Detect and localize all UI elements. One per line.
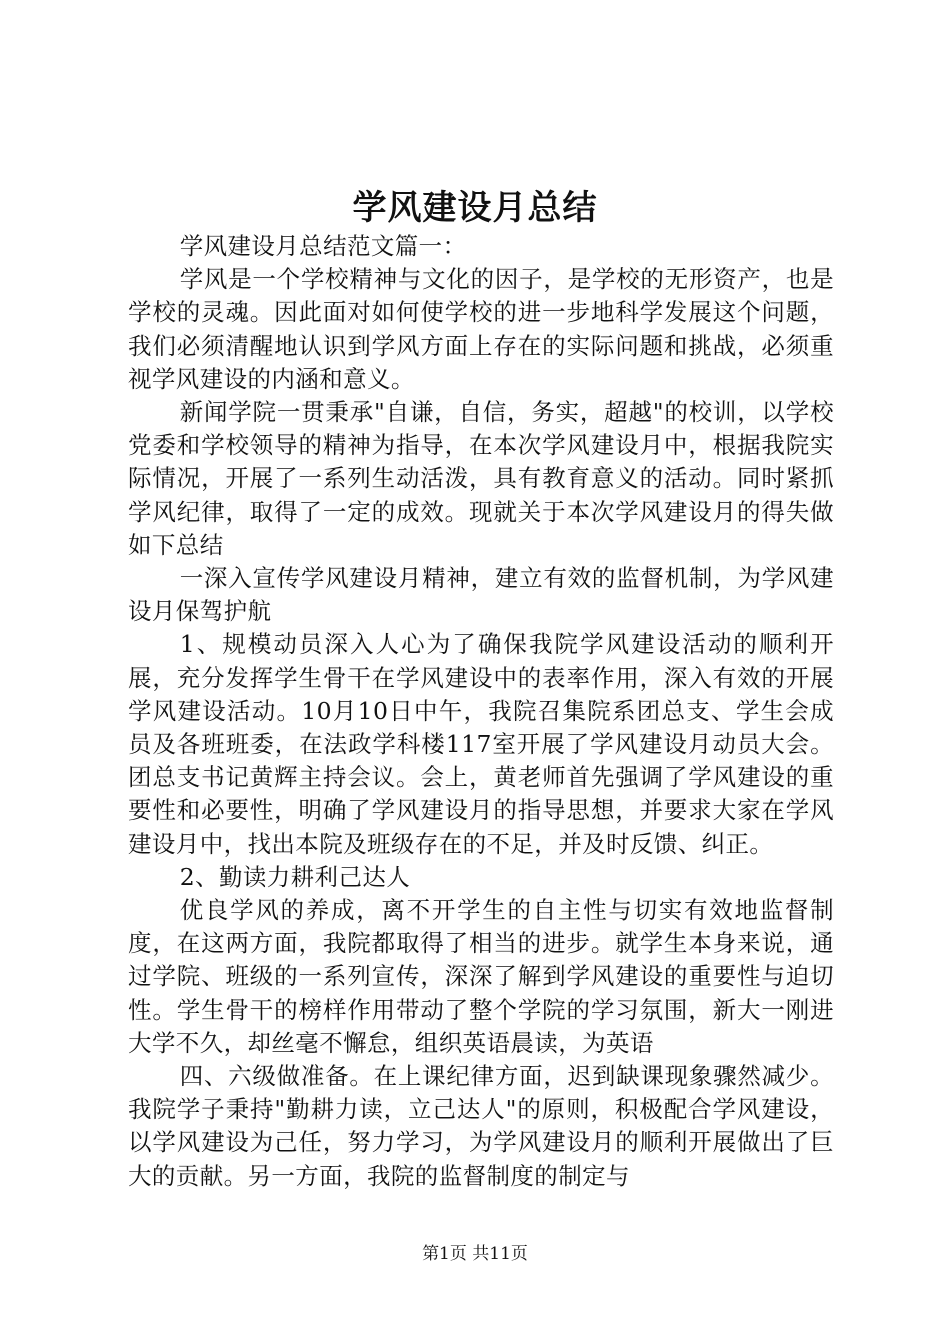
document-title: 学风建设月总结 [352, 188, 598, 228]
paragraph-heading: 学风建设月总结范文篇一： [179, 232, 467, 260]
paragraph-section-heading: 一深入宣传学风建设月精神，建立有效的监督机制，为学风建设月保驾护航 [128, 564, 834, 626]
page-number-footer: 第1页 共11页 [422, 1244, 528, 1264]
paragraph: 学风是一个学校精神与文化的因子，是学校的无形资产，也是学校的灵魂。因此面对如何使学校的进一步地科学发展这个问题，我们必须清醒地认识到学风方面上存在的实际问题和挑战，必须重视学风建设的内涵和意义。 [128, 265, 834, 393]
paragraph: 四、六级做准备。在上课纪律方面，迟到缺课现象骤然减少。我院学子秉持"勤耕力读，立己达人"的原则，积极配合学风建设，以学风建设为己任，努力学习，为学风建设月的顺利开展做出了巨大的贡献。另一方面，我院的监督制度的制定与 [128, 1062, 834, 1190]
paragraph: 1、规模动员深入人心为了确保我院学风建设活动的顺利开展，充分发挥学生骨干在学风建设中的表率作用，深入有效的开展学风建设活动。10月10日中午，我院召集院系团总支、学生会成员及各班班委，在法政学科楼117室开展了学风建设月动员大会。团总支书记黄辉主持会议。会上，黄老师首先强调了学风建设的重要性和必要性，明确了学风建设月的指导思想，并要求大家在学风建设月中，找出本院及班级存在的不足，并及时反馈、纠正。 [128, 630, 834, 858]
paragraph-subheading: 2、勤读力耕利己达人 [179, 862, 411, 891]
document-body [128, 230, 834, 1193]
paragraph: 优良学风的养成，离不开学生的自主性与切实有效地监督制度，在这两方面，我院都取得了相当的进步。就学生本身来说，通过学院、班级的一系列宣传，深深了解到学风建设的重要性与迫切性。学生骨干的榜样作用带动了整个学院的学习氛围，新大一刚进大学不久，却丝毫不懈怠，组织英语晨读，为英语 [128, 896, 834, 1057]
paragraph: 新闻学院一贯秉承"自谦，自信，务实，超越"的校训，以学校党委和学校领导的精神为指导，在本次学风建设月中，根据我院实际情况，开展了一系列生动活泼，具有教育意义的活动。同时紧抓学风纪律，取得了一定的成效。现就关于本次学风建设月的得失做如下总结 [128, 398, 834, 559]
